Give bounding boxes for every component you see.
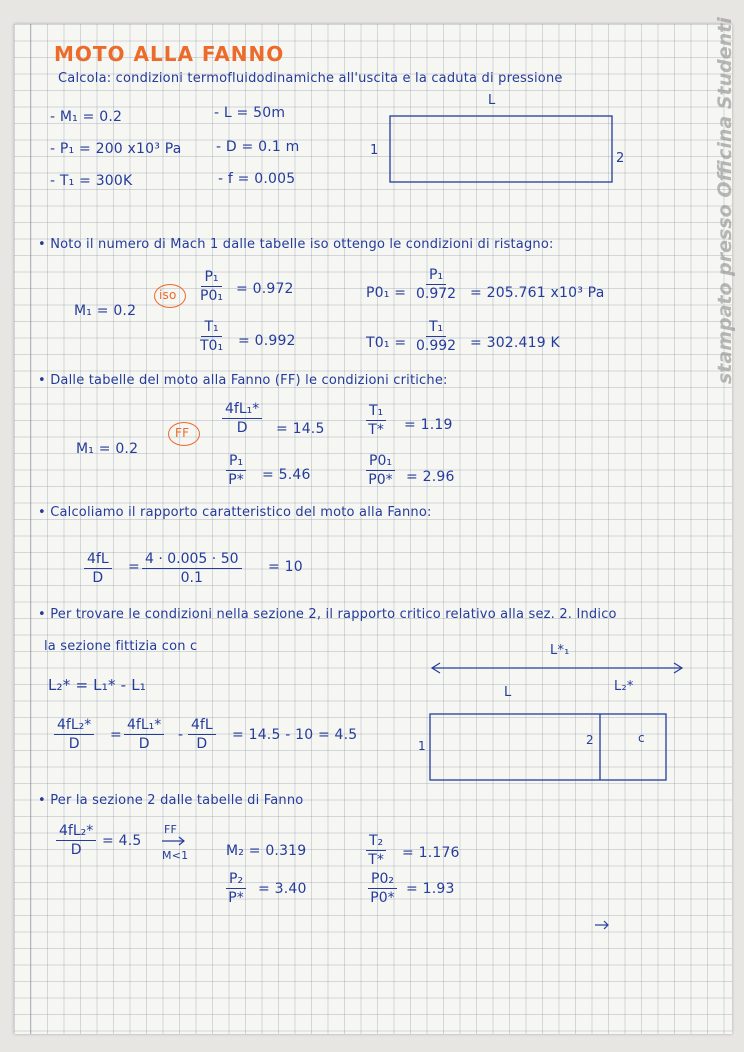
sec2-frac-l (188, 718, 216, 751)
ff-pressure-ratio-num: P₁ (226, 454, 246, 471)
diagram1-length-label: L (488, 93, 496, 108)
p0-lhs: P0₁ = (366, 285, 407, 301)
iso-temperature-ratio-num: T₁ (201, 320, 221, 337)
ff-pressure-ratio (226, 454, 246, 487)
ff-pressure-ratio-value: = 5.46 (262, 467, 311, 483)
p0-fraction (416, 268, 456, 301)
sec2-length-equation: L₂* = L₁* - L₁ (48, 676, 146, 694)
diagram2-fictitious-section-label: c (638, 731, 645, 745)
t0-fraction-num: T₁ (426, 320, 446, 337)
fanno2-heading: • Per la sezione 2 dalle tabelle di Fanno (38, 793, 304, 808)
sec2-frac-l1-num: 4fL₁* (124, 718, 164, 735)
p0-value: = 205.761 x10³ Pa (470, 285, 605, 301)
ff-pressure-ratio-den: P* (228, 472, 244, 488)
ff-stagnation-pressure-ratio-num: P0₁ (366, 454, 395, 471)
iso-pressure-ratio-num: P₁ (201, 270, 221, 287)
duct-diagram-2 (414, 654, 704, 784)
ff-temperature-ratio-den: T* (368, 422, 384, 438)
sec2-heading-line1: • Per trovare le condizioni nella sezione 2, il rapporto critico relativo alla sez. 2. Indico (38, 607, 617, 622)
given-length: - L = 50m (214, 105, 286, 121)
fanno2-stagnation-pressure-den: P0* (370, 890, 395, 906)
fanno2-pressure-num: P₂ (226, 872, 246, 889)
char-result: = 10 (268, 559, 303, 575)
diagram1-section2-label: 2 (616, 151, 625, 166)
diagram2-section1-label: 1 (418, 739, 426, 753)
t0-value: = 302.419 K (470, 335, 560, 351)
sec2-minus: - (178, 727, 184, 743)
t0-lhs: T0₁ = (366, 335, 407, 351)
sec2-frac-l2-den: D (68, 736, 80, 752)
given-mach1: - M₁ = 0.2 (50, 109, 123, 125)
iso-temperature-ratio-value: = 0.992 (238, 333, 296, 349)
duct-diagram-1 (374, 110, 614, 190)
iso-pressure-ratio (200, 270, 223, 303)
sec2-frac-l1 (124, 718, 164, 751)
iso-temperature-ratio-den: T0₁ (200, 338, 224, 354)
diagram1-section1-label: 1 (370, 143, 379, 158)
ff-length-ratio (222, 402, 262, 435)
given-temperature1: - T₁ = 300K (50, 173, 133, 189)
fanno2-length-den: D (70, 842, 82, 858)
sec2-frac-l1-den: D (138, 736, 150, 752)
given-pressure1: - P₁ = 200 x10³ Pa (50, 141, 182, 157)
given-friction: - f = 0.005 (218, 171, 296, 187)
fanno2-pressure-value: = 3.40 (258, 881, 307, 897)
iso-mach1: M₁ = 0.2 (74, 303, 137, 319)
ff-length-ratio-den: D (236, 420, 248, 436)
ff-mach1: M₁ = 0.2 (76, 441, 139, 457)
page-margin-line (30, 24, 31, 1034)
fanno2-temperature-den: T* (368, 852, 384, 868)
t0-fraction-den: 0.992 (416, 338, 457, 354)
page-title: MOTO ALLA FANNO (54, 42, 285, 66)
p0-fraction-den: 0.972 (416, 286, 457, 302)
fanno2-arrow-top: FF (164, 823, 178, 836)
ff-length-ratio-num: 4fL₁* (222, 402, 262, 419)
sec2-heading-line2: la sezione fittizia con c (44, 639, 198, 654)
sec2-frac-l2 (54, 718, 94, 751)
fanno2-pressure-fraction (226, 872, 246, 905)
char-lhs-fraction (84, 552, 112, 585)
watermark: stampato presso Officina Studenti (714, 17, 736, 384)
fanno2-temperature-value: = 1.176 (402, 845, 460, 861)
ff-heading: • Dalle tabelle del moto alla Fanno (FF) le condizioni critiche: (38, 373, 448, 388)
fanno2-stagnation-pressure-fraction (368, 872, 397, 905)
continuation-arrow (594, 920, 614, 930)
char-heading: • Calcoliamo il rapporto caratteristico del moto alla Fanno: (38, 505, 432, 520)
fanno2-temperature-fraction (366, 834, 386, 867)
iso-heading: • Noto il numero di Mach 1 dalle tabelle iso ottengo le condizioni di ristagno: (38, 237, 554, 252)
fanno2-length-value: = 4.5 (102, 833, 142, 849)
diagram2-l2-label: L₂* (614, 679, 634, 694)
ff-temperature-ratio-value: = 1.19 (404, 417, 453, 433)
given-diameter: - D = 0.1 m (216, 139, 300, 155)
sec2-equals: = (110, 727, 122, 743)
ff-stagnation-pressure-ratio-den: P0* (368, 472, 393, 488)
char-lhs-den: D (92, 570, 104, 586)
duct-rectangle-2 (430, 714, 666, 780)
sec2-frac-l-den: D (196, 736, 208, 752)
fanno2-arrow-bottom: M<1 (162, 849, 189, 862)
sec2-frac-l2-num: 4fL₂* (54, 718, 94, 735)
char-lhs-num: 4fL (84, 552, 112, 569)
diagram2-length-label: L (504, 685, 512, 700)
iso-pressure-ratio-den: P0₁ (200, 288, 223, 304)
iso-pressure-ratio-value: = 0.972 (236, 281, 294, 297)
fanno2-pressure-den: P* (228, 890, 244, 906)
ff-length-ratio-value: = 14.5 (276, 421, 325, 437)
fanno2-temperature-num: T₂ (366, 834, 386, 851)
iso-tag: iso (159, 288, 177, 302)
p0-fraction-num: P₁ (426, 268, 446, 285)
fanno2-mach2: M₂ = 0.319 (226, 843, 307, 859)
char-rhs-den: 0.1 (180, 570, 203, 586)
fanno2-length-num: 4fL₂* (56, 824, 96, 841)
fanno2-stagnation-pressure-num: P0₂ (368, 872, 397, 889)
fanno2-length-fraction (56, 824, 96, 857)
duct-rectangle-1 (390, 116, 612, 182)
sec2-result: = 14.5 - 10 = 4.5 (232, 727, 358, 743)
ff-stagnation-pressure-ratio (366, 454, 395, 487)
ff-stagnation-pressure-ratio-value: = 2.96 (406, 469, 455, 485)
char-equals: = (128, 559, 140, 575)
t0-fraction (416, 320, 456, 353)
fanno2-stagnation-pressure-value: = 1.93 (406, 881, 455, 897)
char-rhs-fraction (142, 552, 242, 585)
notebook-page (14, 17, 736, 1034)
char-rhs-num: 4 · 0.005 · 50 (142, 552, 242, 569)
iso-temperature-ratio (200, 320, 223, 353)
intro-text: Calcola: condizioni termofluidodinamiche all'uscita e la caduta di pressione (58, 71, 563, 86)
diagram2-critical-length-label: L*₁ (550, 643, 570, 658)
ff-temperature-ratio-num: T₁ (366, 404, 386, 421)
fanno2-arrow (160, 836, 190, 846)
sec2-frac-l-num: 4fL (188, 718, 216, 735)
ff-tag: FF (175, 426, 190, 440)
ff-temperature-ratio (366, 404, 386, 437)
diagram2-section2-label: 2 (586, 733, 594, 747)
